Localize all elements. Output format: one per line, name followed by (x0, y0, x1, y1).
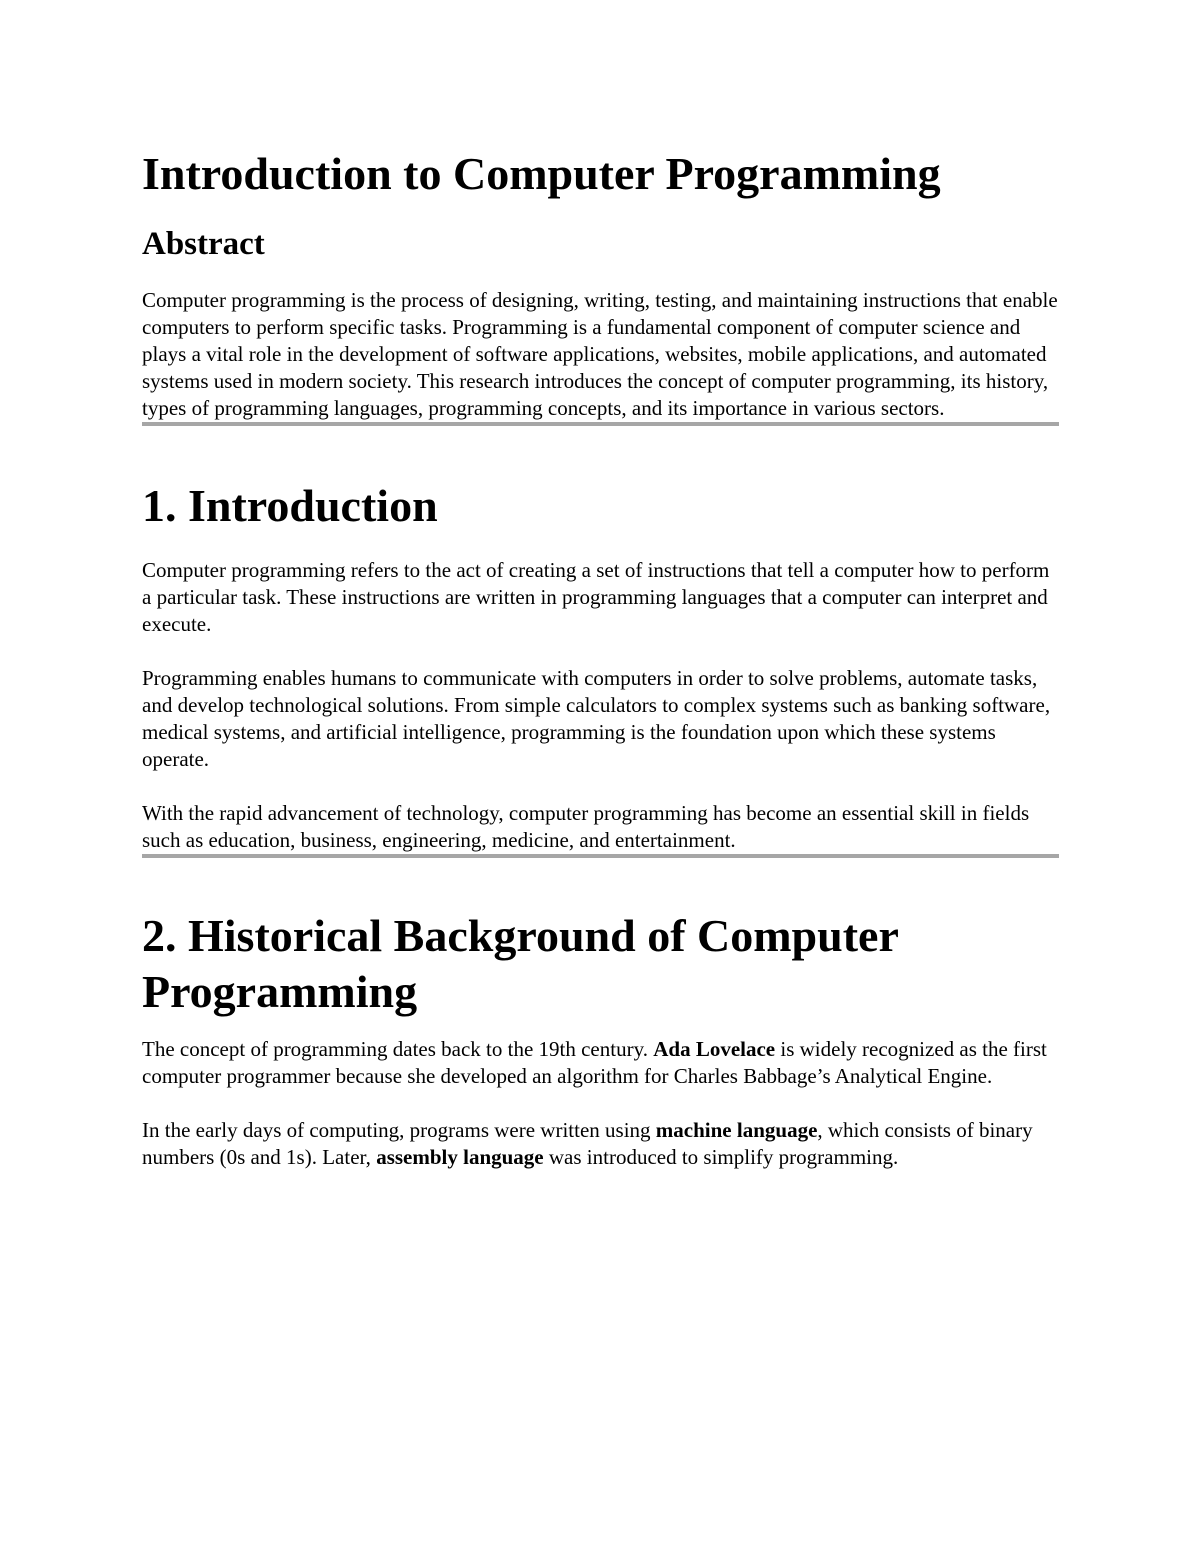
history-text: In the early days of computing, programs were written using (142, 1117, 656, 1142)
history-text: , which consists of binary numbers (0s and 1s). Later, (142, 1117, 1033, 1169)
history-text: is widely recognized as the first computer programmer because she developed an algorithm for Charles Babbage’s Analytical Engine. (142, 1036, 1047, 1088)
document-title: Introduction to Computer Programming (142, 148, 941, 199)
introduction-paragraph: Programming enables humans to communicate with computers in order to solve problems, automate tasks, and develop technological solutions. From simple calculators to complex systems such as banking software, medical systems, and artificial intelligence, programming is the foundation upon which these systems operate. (142, 665, 1051, 771)
history-paragraph (142, 1036, 1059, 1090)
bold-term-assembly-language: assembly language (376, 1144, 544, 1169)
introduction-paragraph: With the rapid advancement of technology, computer programming has become an essential skill in fields such as education, business, engineering, medicine, and entertainment. (142, 800, 1030, 852)
history-text: was introduced to simplify programming. (543, 1144, 899, 1169)
bold-term-ada-lovelace: Ada Lovelace (653, 1036, 776, 1061)
history-text: The concept of programming dates back to the 19th century. (142, 1036, 654, 1061)
section-divider (142, 854, 1059, 858)
bold-term-machine-language: machine language (655, 1117, 818, 1142)
history-heading: 2. Historical Background of Computer Programming (142, 909, 899, 1017)
section-divider (142, 422, 1059, 426)
history-paragraph (142, 1117, 1059, 1171)
introduction-paragraph: Computer programming refers to the act of creating a set of instructions that tell a computer how to perform a particular task. These instructions are written in programming languages that a computer can interpret and execute. (142, 557, 1050, 636)
abstract-heading: Abstract (142, 226, 265, 263)
introduction-heading: 1. Introduction (142, 479, 438, 531)
abstract-paragraph: Computer programming is the process of designing, writing, testing, and maintaining instructions that enable computers to perform specific tasks. Programming is a fundamental component of computer science and plays a vital role in the development of software applications, websites, mobile applications, and automated systems used in modern society. This research introduces the concept of computer programming, its history, types of programming languages, programming concepts, and its importance in various sectors. (142, 287, 1058, 420)
